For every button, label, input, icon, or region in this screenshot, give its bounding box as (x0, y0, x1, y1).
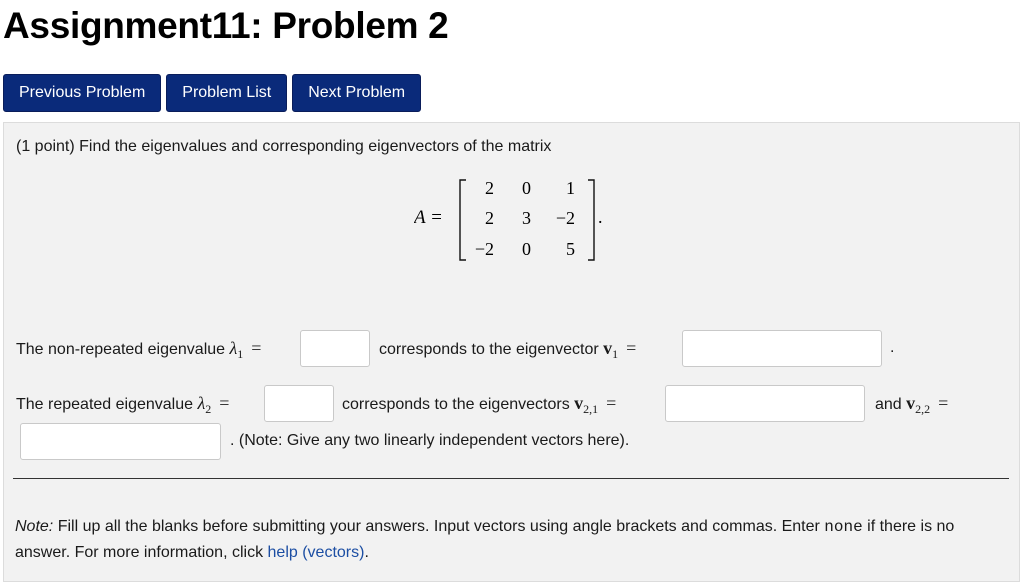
none-keyword: none (824, 518, 863, 536)
matrix-cell: 2 (485, 178, 494, 198)
v1-symbol: $v_1$ (603, 338, 619, 361)
previous-problem-button[interactable]: Previous Problem (3, 74, 161, 112)
independence-note: . (Note: Give any two linearly independent vectors here). (230, 432, 630, 449)
line1-text: The non-repeated eigenvalue (16, 341, 226, 358)
matrix-cell: 0 (522, 178, 531, 198)
line2-text: The repeated eigenvalue (16, 396, 194, 413)
v1-input[interactable] (682, 330, 882, 367)
note-text3: . (364, 544, 369, 561)
divider (13, 478, 1009, 479)
v22-eq: = (938, 393, 949, 413)
line2-and (875, 393, 948, 419)
note-label: Note: (15, 518, 54, 535)
matrix-cell: −2 (474, 239, 494, 259)
v22-symbol: $v_{2,2}$ (906, 393, 931, 416)
lambda2-symbol: $\lambda_2$ (197, 393, 212, 416)
lambda2-input[interactable] (264, 385, 334, 422)
line1-mid (379, 338, 636, 364)
matrix-cell: 2 (485, 208, 494, 228)
note-text1: Fill up all the blanks before submitting your answers. Input vectors using angle brackets and commas. Enter (53, 518, 825, 535)
matrix-label: A = (414, 207, 443, 228)
line2-eq: = (219, 393, 230, 413)
note-text (15, 514, 1005, 565)
note-text2: if there is no answer. For more information, click (15, 518, 955, 561)
problem-prompt: (1 point) Find the eigenvalues and corresponding eigenvectors of the matrix (16, 138, 552, 155)
and-text: and (875, 396, 902, 413)
line2-mid-text: corresponds to the eigenvectors (342, 396, 570, 413)
v1-eq: = (626, 338, 637, 358)
matrix-cell: 5 (566, 239, 575, 259)
line1-label (16, 338, 261, 364)
next-problem-button[interactable]: Next Problem (292, 74, 421, 112)
lambda1-input[interactable] (300, 330, 370, 367)
v22-input[interactable] (20, 423, 221, 460)
matrix-period: . (598, 207, 603, 227)
matrix-cell: 3 (522, 208, 531, 228)
page-title: Assignment11: Problem 2 (3, 5, 449, 46)
v21-symbol: $v_{2,1}$ (574, 393, 599, 416)
line1-mid-text: corresponds to the eigenvector (379, 341, 599, 358)
line2-mid (342, 393, 616, 419)
lambda1-symbol: $\lambda_1$ (229, 338, 244, 361)
problem-list-button[interactable]: Problem List (166, 74, 287, 112)
line1-eq: = (251, 338, 262, 358)
line1-period: . (890, 339, 895, 356)
matrix-cell: 0 (522, 239, 531, 259)
help-vectors-link[interactable]: help (vectors) (267, 544, 365, 561)
matrix-cell: −2 (555, 208, 575, 228)
v21-input[interactable] (665, 385, 865, 422)
line2-label (16, 393, 229, 419)
left-bracket (460, 180, 466, 260)
problem-navigation (3, 74, 421, 112)
matrix-equation (414, 176, 614, 266)
right-bracket (588, 180, 594, 260)
v21-eq: = (606, 393, 617, 413)
matrix-cell: 1 (566, 178, 575, 198)
